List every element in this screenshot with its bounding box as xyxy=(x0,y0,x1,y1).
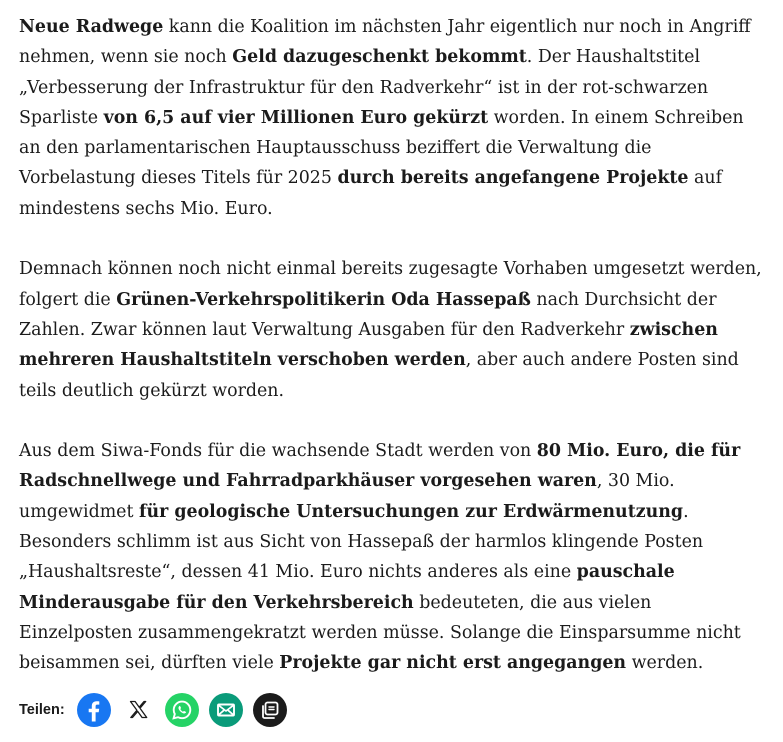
article-body xyxy=(19,12,767,679)
bold-text: pauschale Minderausgabe für den Verkehrsbereich xyxy=(19,562,675,613)
body-text: worden. In einem Schreiben an den parlamentarischen Hauptausschuss beziffert die Verwaltung die Vorbelastung dieses Titels für 2025 xyxy=(19,107,744,189)
share-label: Teilen: xyxy=(19,702,65,718)
bold-text: Geld dazugeschenkt bekommt xyxy=(232,47,527,68)
bold-text: Neue Radwege xyxy=(19,17,164,37)
bold-text: Grünen-Verkehrspolitikerin Oda Hassepaß xyxy=(116,289,531,310)
bold-text: Projekte gar nicht erst angegangen xyxy=(279,653,627,674)
bold-text: durch bereits angefangene Projekte xyxy=(337,168,689,189)
bold-text: von 6,5 auf vier Millionen Euro gekürzt xyxy=(103,107,489,128)
body-text: nach Durchsicht der Zahlen. Zwar können laut Verwaltung Ausgaben für den Radverkehr xyxy=(19,289,717,340)
paragraph xyxy=(19,436,767,678)
share-bar xyxy=(19,693,297,727)
paragraph xyxy=(19,12,767,224)
share-whatsapp-button[interactable] xyxy=(165,693,199,727)
mail-icon xyxy=(209,693,243,727)
body-text: Demnach können noch nicht einmal bereits zugesagte Vorhaben umgesetzt werden, folgert die xyxy=(19,259,762,310)
body-text: Aus dem Siwa-Fonds für die wachsende Stadt werden von xyxy=(19,441,537,462)
body-text: auf mindestens sechs Mio. Euro. xyxy=(19,168,723,219)
body-text: . Der Haushaltstitel „Verbesserung der Infrastruktur für den Radverkehr“ ist in der rot-schwarzen Sparliste xyxy=(19,47,709,128)
body-text: bedeuteten, die aus vielen Einzelposten zusammengekratzt werden müsse. Solange die Einsparsumme nicht beisammen sei, dürften viele xyxy=(19,592,741,674)
paragraph xyxy=(19,254,767,405)
bold-text: zwischen mehreren Haushaltstiteln verschoben werden xyxy=(19,319,718,371)
body-text: werden. xyxy=(626,653,704,674)
x-icon xyxy=(121,693,155,727)
copy-link-icon xyxy=(253,693,287,727)
body-text: kann die Koalition im nächsten Jahr eigentlich nur noch in Angriff nehmen, wenn sie noch xyxy=(19,17,751,68)
share-facebook-button[interactable] xyxy=(77,693,111,727)
share-x-button[interactable] xyxy=(121,693,155,727)
share-copy-link-button[interactable] xyxy=(253,693,287,727)
body-text: , aber auch andere Posten sind teils deutlich gekürzt worden. xyxy=(19,350,739,401)
facebook-icon xyxy=(77,693,111,727)
share-mail-button[interactable] xyxy=(209,693,243,727)
body-text: . Besonders schlimm ist aus Sicht von Hassepaß der harmlos klingende Posten „Haushaltsreste“, dessen 41 Mio. Euro nichts anderes als eine xyxy=(19,501,704,583)
bold-text: 80 Mio. Euro, die für Radschnellwege und Fahrradparkhäuser vorgesehen waren xyxy=(19,441,741,492)
bold-text: für geologische Untersuchungen zur Erdwärmenutzung xyxy=(139,501,684,522)
body-text: , 30 Mio. umgewidmet xyxy=(19,471,675,522)
whatsapp-icon xyxy=(165,693,199,727)
